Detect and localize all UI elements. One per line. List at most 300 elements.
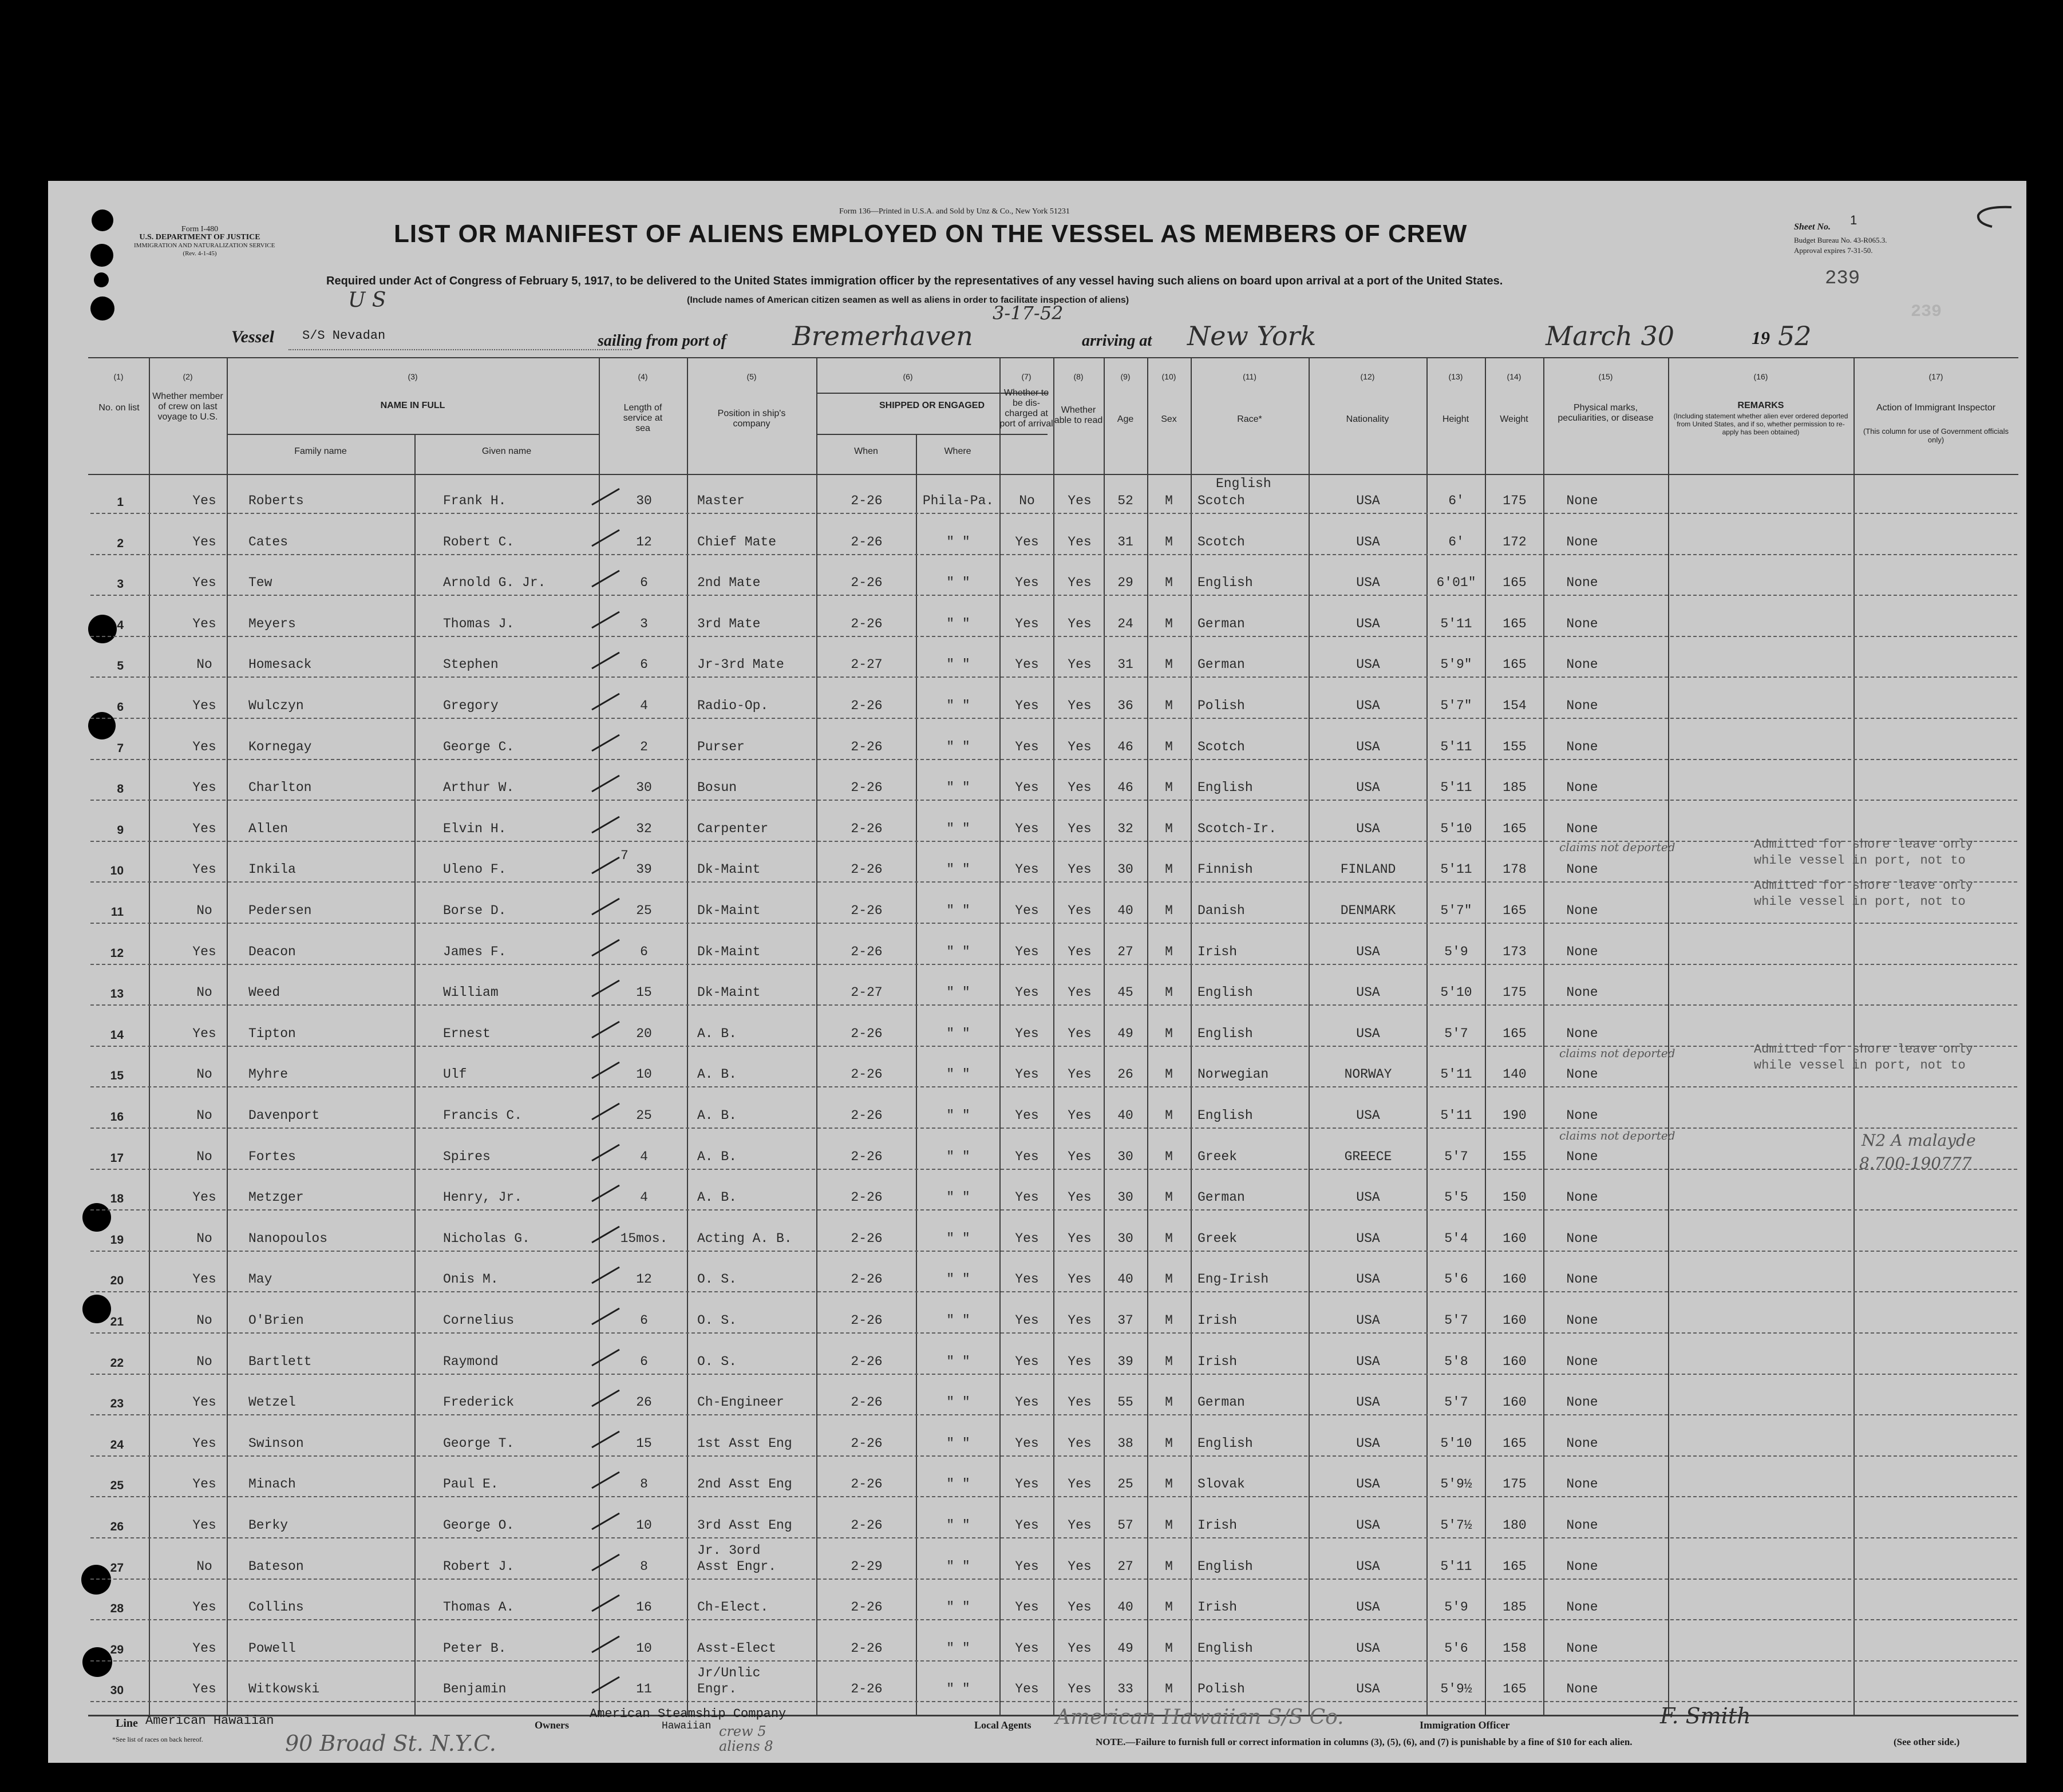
prev-voyage-cell: Yes <box>192 493 216 508</box>
discharged-cell: Yes <box>1015 1641 1039 1656</box>
position-cell: A. B. <box>697 1026 737 1041</box>
shipped-where-cell: " " <box>946 739 970 754</box>
row-number: 15 <box>110 1069 124 1082</box>
race-cell: German <box>1198 657 1245 672</box>
punch-hole <box>90 244 113 267</box>
prev-voyage-cell: No <box>196 1149 212 1164</box>
tick-mark-icon <box>588 1059 623 1082</box>
sex-cell: M <box>1165 575 1173 590</box>
able-to-read-cell: Yes <box>1068 780 1092 795</box>
prev-voyage-cell: Yes <box>192 575 216 590</box>
race-cell: English <box>1198 575 1253 590</box>
weight-cell: 172 <box>1503 535 1527 549</box>
vessel-underline <box>288 349 632 350</box>
vessel-name: S/S Nevadan <box>302 329 386 343</box>
row-rule <box>90 1496 2017 1497</box>
col-num-10: (10) <box>1161 372 1176 381</box>
family-name-cell: Deacon <box>248 944 296 959</box>
service-years-cell: 4 <box>640 698 648 713</box>
age-cell: 55 <box>1117 1395 1133 1410</box>
tick-mark-icon <box>588 772 623 795</box>
age-cell: 49 <box>1117 1641 1133 1656</box>
row-number: 14 <box>110 1028 124 1042</box>
able-to-read-cell: Yes <box>1068 575 1092 590</box>
discharged-cell: Yes <box>1015 698 1039 713</box>
row-number: 10 <box>110 864 124 877</box>
given-name-cell: Francis C. <box>443 1108 523 1123</box>
sex-cell: M <box>1165 1518 1173 1533</box>
family-name-cell: Homesack <box>248 657 312 672</box>
race-cell: Irish <box>1198 944 1238 959</box>
prev-voyage-cell: Yes <box>192 1436 216 1451</box>
shipped-where-cell: " " <box>946 1026 970 1041</box>
family-name-cell: O'Brien <box>248 1313 304 1328</box>
col-header-when: When <box>854 446 878 456</box>
row-rule <box>90 1537 2017 1538</box>
row-number: 17 <box>110 1152 124 1165</box>
col-num-2: (2) <box>183 372 193 381</box>
age-cell: 45 <box>1117 985 1133 1000</box>
given-name-cell: Frank H. <box>443 493 507 508</box>
race-cell: English <box>1198 985 1253 1000</box>
inspector-note: N2 A malayde <box>1862 1131 1976 1150</box>
shipped-when-cell: 2-26 <box>851 903 883 918</box>
height-cell: 5'11 <box>1440 616 1472 631</box>
given-name-cell: Uleno F. <box>443 862 507 877</box>
height-cell: 5'9" <box>1440 657 1472 672</box>
able-to-read-cell: Yes <box>1068 903 1092 918</box>
shipped-where-cell: " " <box>946 1231 970 1246</box>
row-number: 3 <box>117 577 124 591</box>
race-cell: Scotch-Ir. <box>1198 821 1277 836</box>
given-name-cell: Elvin H. <box>443 821 507 836</box>
given-name-cell: Gregory <box>443 698 499 713</box>
officer-signature: F. Smith <box>1660 1703 1751 1728</box>
able-to-read-cell: Yes <box>1068 1190 1092 1205</box>
nationality-cell: USA <box>1356 1272 1380 1287</box>
revision: (Rev. 4-1-45) <box>183 250 217 257</box>
col-divider <box>1853 357 1855 1716</box>
weight-cell: 165 <box>1503 657 1527 672</box>
given-name-cell: Paul E. <box>443 1477 499 1492</box>
service-years-cell: 12 <box>636 1272 652 1287</box>
shipped-when-cell: 2-26 <box>851 780 883 795</box>
height-cell: 5'11 <box>1440 739 1472 754</box>
row-rule <box>90 800 2017 801</box>
shipped-where-cell: " " <box>946 575 970 590</box>
shipped-when-cell: 2-26 <box>851 1108 883 1123</box>
see-other-side: (See other side.) <box>1894 1736 1960 1747</box>
shipped-where-cell: " " <box>946 1108 970 1123</box>
race-cell: English <box>1198 1436 1253 1451</box>
tick-mark-icon <box>588 1674 623 1696</box>
height-cell: 5'8 <box>1444 1354 1468 1369</box>
row-number: 25 <box>110 1479 124 1492</box>
age-cell: 30 <box>1117 1149 1133 1164</box>
position-cell: Asst Engr. <box>697 1559 777 1574</box>
service-years-cell: 32 <box>636 821 652 836</box>
nationality-cell: USA <box>1356 1518 1380 1533</box>
race-cell: Scotch <box>1198 739 1245 754</box>
physical-marks-cell: None <box>1566 1190 1598 1205</box>
col-num-14: (14) <box>1507 372 1521 381</box>
height-cell: 5'11 <box>1440 1067 1472 1082</box>
height-cell: 6' <box>1448 535 1464 549</box>
inspector-note-number: 8.700-190777 <box>1859 1154 1972 1173</box>
sex-cell: M <box>1165 1436 1173 1451</box>
given-name-cell: Thomas J. <box>443 616 515 631</box>
physical-marks-cell: None <box>1566 535 1598 549</box>
shipped-where-cell: " " <box>946 1313 970 1328</box>
col-num-11: (11) <box>1243 372 1256 381</box>
name-subheader-rule <box>227 434 599 435</box>
family-name-cell: Witkowski <box>248 1682 320 1696</box>
row-rule <box>90 718 2017 719</box>
prev-voyage-cell: Yes <box>192 1600 216 1615</box>
row-number: 16 <box>110 1110 124 1124</box>
weight-cell: 140 <box>1503 1067 1527 1082</box>
shipped-when-cell: 2-26 <box>851 739 883 754</box>
weight-cell: 175 <box>1503 493 1527 508</box>
given-name-cell: Cornelius <box>443 1313 515 1328</box>
prev-voyage-cell: Yes <box>192 1026 216 1041</box>
physical-marks-cell: None <box>1566 944 1598 959</box>
punch-hole <box>90 296 114 321</box>
able-to-read-cell: Yes <box>1068 493 1092 508</box>
position-cell: Master <box>697 493 745 508</box>
able-to-read-cell: Yes <box>1068 1354 1092 1369</box>
col-num-17: (17) <box>1928 372 1943 381</box>
remark-cell: Admitted for shore leave only while vessel in port, not to <box>1754 1042 1973 1073</box>
punch-hole <box>82 1203 111 1232</box>
shipped-when-cell: 2-26 <box>851 1354 883 1369</box>
nationality-cell: USA <box>1356 535 1380 549</box>
age-cell: 29 <box>1117 575 1133 590</box>
service-years-cell: 8 <box>640 1559 648 1574</box>
position-cell: Carpenter <box>697 821 769 836</box>
position-cell: 2nd Asst Eng <box>697 1477 792 1492</box>
nationality-cell: USA <box>1356 1600 1380 1615</box>
shipped-where-cell: " " <box>946 1354 970 1369</box>
weight-cell: 185 <box>1503 780 1527 795</box>
col-num-7: (7) <box>1021 372 1032 381</box>
age-cell: 40 <box>1117 1108 1133 1123</box>
nationality-cell: GREECE <box>1344 1149 1392 1164</box>
family-name-cell: Wulczyn <box>248 698 304 713</box>
given-name-cell: Peter B. <box>443 1641 507 1656</box>
age-cell: 24 <box>1117 616 1133 631</box>
tick-mark-icon <box>588 608 623 631</box>
discharged-cell: Yes <box>1015 1682 1039 1696</box>
row-rule <box>90 677 2017 678</box>
weight-cell: 165 <box>1503 1026 1527 1041</box>
family-name-cell: Bateson <box>248 1559 304 1574</box>
sex-cell: M <box>1165 1190 1173 1205</box>
able-to-read-cell: Yes <box>1068 1231 1092 1246</box>
height-cell: 5'7" <box>1440 698 1472 713</box>
family-name-cell: Swinson <box>248 1436 304 1451</box>
shipped-where-cell: " " <box>946 1682 970 1696</box>
tick-mark-icon <box>588 813 623 836</box>
height-cell: 5'4 <box>1444 1231 1468 1246</box>
sex-cell: M <box>1165 821 1173 836</box>
service-years-cell: 4 <box>640 1149 648 1164</box>
row-number: 21 <box>110 1315 124 1328</box>
able-to-read-cell: Yes <box>1068 1149 1092 1164</box>
nationality-cell: USA <box>1356 944 1380 959</box>
able-to-read-cell: Yes <box>1068 862 1092 877</box>
remark-cell: Admitted for shore leave only while vessel in port, not to <box>1754 879 1973 909</box>
able-to-read-cell: Yes <box>1068 1641 1092 1656</box>
height-cell: 5'5 <box>1444 1190 1468 1205</box>
shipped-where-cell: " " <box>946 535 970 549</box>
height-cell: 5'7" <box>1440 903 1472 918</box>
shipped-where-cell: " " <box>946 1395 970 1410</box>
family-name-cell: Allen <box>248 821 288 836</box>
able-to-read-cell: Yes <box>1068 1559 1092 1574</box>
physical-marks-cell: None <box>1566 493 1598 508</box>
race-cell: Polish <box>1198 698 1245 713</box>
port-of-departure: Bremerhaven <box>792 321 973 351</box>
col-num-15: (15) <box>1598 372 1613 381</box>
age-cell: 25 <box>1117 1477 1133 1492</box>
col-header-age: Age <box>1117 414 1134 424</box>
budget-number: Budget Bureau No. 43-R065.3. <box>1794 236 1887 244</box>
col-header-height: Height <box>1442 414 1469 424</box>
shipped-where-cell: " " <box>946 1518 970 1533</box>
handwritten-claims-note: claims not deported <box>1559 1129 1675 1142</box>
vessel-label: Vessel <box>231 327 274 346</box>
prev-voyage-cell: No <box>196 1559 212 1574</box>
given-name-cell: Nicholas G. <box>443 1231 530 1246</box>
sex-cell: M <box>1165 1600 1173 1615</box>
form-id-block <box>134 225 275 258</box>
nationality-cell: DENMARK <box>1340 903 1396 918</box>
nationality-cell: USA <box>1356 616 1380 631</box>
row-rule <box>90 1414 2017 1415</box>
tick-mark-icon <box>588 977 623 1000</box>
shipped-when-cell: 2-26 <box>851 1436 883 1451</box>
service: IMMIGRATION AND NATURALIZATION SERVICE <box>134 242 275 249</box>
race-cell: Eng-Irish <box>1198 1272 1269 1287</box>
col-header-remarks-note: (Including statement whether alien ever ordered deported from United States, and if so, whether permission to re-apply has been obtained) <box>1673 412 1848 436</box>
given-name-cell: James F. <box>443 944 507 959</box>
physical-marks-cell: None <box>1566 616 1598 631</box>
col-divider <box>1668 357 1669 1716</box>
race-cell: English <box>1198 1641 1253 1656</box>
prev-voyage-cell: Yes <box>192 1518 216 1533</box>
col-header-service: Length of service at sea <box>623 403 663 433</box>
race-cell: English <box>1198 780 1253 795</box>
position-cell: 1st Asst Eng <box>697 1436 792 1451</box>
given-name-cell: Thomas A. <box>443 1600 515 1615</box>
handwritten-claims-note: claims not deported <box>1559 840 1675 854</box>
service-years-cell: 11 <box>636 1682 652 1696</box>
physical-marks-cell: None <box>1566 1067 1598 1082</box>
discharged-cell: Yes <box>1015 1436 1039 1451</box>
nationality-cell: USA <box>1356 657 1380 672</box>
discharged-cell: No <box>1019 493 1035 508</box>
physical-marks-cell: None <box>1566 821 1598 836</box>
col-header-given-name: Given name <box>481 446 532 456</box>
age-cell: 40 <box>1117 1600 1133 1615</box>
weight-cell: 160 <box>1503 1272 1527 1287</box>
race-cell: Greek <box>1198 1149 1238 1164</box>
race-cell: Slovak <box>1198 1477 1245 1492</box>
height-cell: 5'7 <box>1444 1026 1468 1041</box>
height-cell: 5'11 <box>1440 780 1472 795</box>
row-number: 26 <box>110 1520 124 1533</box>
address-note: 90 Broad St. N.Y.C. <box>285 1731 496 1756</box>
discharged-cell: Yes <box>1015 535 1039 549</box>
physical-marks-cell: None <box>1566 739 1598 754</box>
service-years-cell: 4 <box>640 1190 648 1205</box>
col-header-where: Where <box>944 446 971 456</box>
nationality-cell: USA <box>1356 493 1380 508</box>
discharged-cell: Yes <box>1015 862 1039 877</box>
weight-cell: 185 <box>1503 1600 1527 1615</box>
family-name-cell: Bartlett <box>248 1354 312 1369</box>
prev-voyage-cell: Yes <box>192 1272 216 1287</box>
nationality-cell: USA <box>1356 1559 1380 1574</box>
age-cell: 36 <box>1117 698 1133 713</box>
tick-mark-icon <box>588 1182 623 1205</box>
col-header-no: No. on list <box>98 403 140 413</box>
age-cell: 32 <box>1117 821 1133 836</box>
shipped-when-cell: 2-26 <box>851 1682 883 1696</box>
position-cell: Jr-3rd Mate <box>697 657 784 672</box>
row-rule <box>90 1579 2017 1580</box>
tick-mark-icon <box>588 1100 623 1123</box>
given-name-cell: Borse D. <box>443 903 507 918</box>
given-name-cell: Robert C. <box>443 535 515 549</box>
age-cell: 57 <box>1117 1518 1133 1533</box>
age-cell: 49 <box>1117 1026 1133 1041</box>
shipped-when-cell: 2-27 <box>851 985 883 1000</box>
col-header-read: Whether able to read <box>1054 405 1103 425</box>
position-cell: Ch-Engineer <box>697 1395 784 1410</box>
row-rule <box>90 554 2017 555</box>
race-cell: English <box>1198 1108 1253 1123</box>
height-cell: 5'10 <box>1440 1436 1472 1451</box>
sex-cell: M <box>1165 1354 1173 1369</box>
able-to-read-cell: Yes <box>1068 985 1092 1000</box>
position-cell: Ch-Elect. <box>697 1600 769 1615</box>
service-years-cell: 20 <box>636 1026 652 1041</box>
physical-marks-cell: None <box>1566 575 1598 590</box>
physical-marks-cell: None <box>1566 1559 1598 1574</box>
sheet-label: Sheet No. <box>1794 222 1831 232</box>
shipped-when-cell: 2-26 <box>851 1395 883 1410</box>
sailing-label: sailing from port of <box>598 332 726 350</box>
position-above-cell: Jr/Unlic <box>697 1666 761 1680</box>
service-years-cell: 10 <box>636 1518 652 1533</box>
row-rule <box>90 1086 2017 1087</box>
shipped-when-cell: 2-27 <box>851 657 883 672</box>
row-rule <box>90 1701 2017 1702</box>
able-to-read-cell: Yes <box>1068 1600 1092 1615</box>
nationality-cell: USA <box>1356 1190 1380 1205</box>
punch-hole <box>92 209 113 231</box>
position-cell: O. S. <box>697 1354 737 1369</box>
row-rule <box>90 1046 2017 1047</box>
height-cell: 5'11 <box>1440 862 1472 877</box>
tick-mark-icon <box>588 854 623 877</box>
service-years-cell: 15 <box>636 985 652 1000</box>
age-cell: 31 <box>1117 535 1133 549</box>
sex-cell: M <box>1165 1313 1173 1328</box>
age-cell: 30 <box>1117 1231 1133 1246</box>
age-cell: 46 <box>1117 780 1133 795</box>
prev-voyage-cell: No <box>196 657 212 672</box>
sex-cell: M <box>1165 1272 1173 1287</box>
nationality-cell: USA <box>1356 1231 1380 1246</box>
weight-cell: 155 <box>1503 739 1527 754</box>
sex-cell: M <box>1165 903 1173 918</box>
height-cell: 5'6 <box>1444 1641 1468 1656</box>
prev-voyage-cell: Yes <box>192 739 216 754</box>
family-name-cell: Tipton <box>248 1026 296 1041</box>
shipped-when-cell: 2-26 <box>851 1026 883 1041</box>
punch-hole <box>94 272 109 287</box>
nationality-cell: USA <box>1356 821 1380 836</box>
row-number: 20 <box>110 1274 124 1287</box>
sex-cell: M <box>1165 985 1173 1000</box>
tick-mark-icon <box>588 1469 623 1492</box>
race-cell: English <box>1198 1559 1253 1574</box>
handwritten-claims-note: claims not deported <box>1559 1046 1675 1060</box>
nationality-cell: NORWAY <box>1344 1067 1392 1082</box>
page-title: LIST OR MANIFEST OF ALIENS EMPLOYED ON THE VESSEL AS MEMBERS OF CREW <box>394 220 1468 248</box>
family-name-cell: Metzger <box>248 1190 304 1205</box>
service-years-cell: 15mos. <box>620 1231 668 1246</box>
race-cell: German <box>1198 1190 1245 1205</box>
given-name-cell: Henry, Jr. <box>443 1190 523 1205</box>
height-cell: 5'7 <box>1444 1395 1468 1410</box>
departure-date: 3-17-52 <box>993 302 1064 324</box>
discharged-cell: Yes <box>1015 1518 1039 1533</box>
sex-cell: M <box>1165 1682 1173 1696</box>
shipped-where-cell: " " <box>946 1559 970 1574</box>
shipped-where-cell: " " <box>946 616 970 631</box>
shipped-when-cell: 2-26 <box>851 1067 883 1082</box>
family-name-cell: May <box>248 1272 272 1287</box>
weight-cell: 160 <box>1503 1313 1527 1328</box>
race-cell: Norwegian <box>1198 1067 1269 1082</box>
sheet-number: 1 <box>1850 213 1858 227</box>
height-cell: 5'7½ <box>1440 1518 1472 1533</box>
tick-mark-icon <box>588 1551 623 1574</box>
race-cell: Scotch <box>1198 535 1245 549</box>
height-cell: 5'10 <box>1440 985 1472 1000</box>
row-rule <box>90 759 2017 760</box>
prev-voyage-cell: Yes <box>192 1682 216 1696</box>
col-header-prev-voyage: Whether member of crew on last voyage to U.S. <box>152 391 223 422</box>
races-note: *See list of races on back hereof. <box>112 1735 203 1743</box>
given-name-cell: William <box>443 985 499 1000</box>
nationality-cell: USA <box>1356 1395 1380 1410</box>
weight-cell: 180 <box>1503 1518 1527 1533</box>
height-cell: 6' <box>1448 493 1464 508</box>
physical-marks-cell: None <box>1566 1231 1598 1246</box>
sex-cell: M <box>1165 944 1173 959</box>
service-years-cell: 2 <box>640 739 648 754</box>
col-header-position: Position in ship's company <box>717 409 786 429</box>
able-to-read-cell: Yes <box>1068 1067 1092 1082</box>
prev-voyage-cell: No <box>196 1108 212 1123</box>
agents-value: American Hawaiian S/S Co. <box>1056 1706 1344 1729</box>
sex-cell: M <box>1165 493 1173 508</box>
